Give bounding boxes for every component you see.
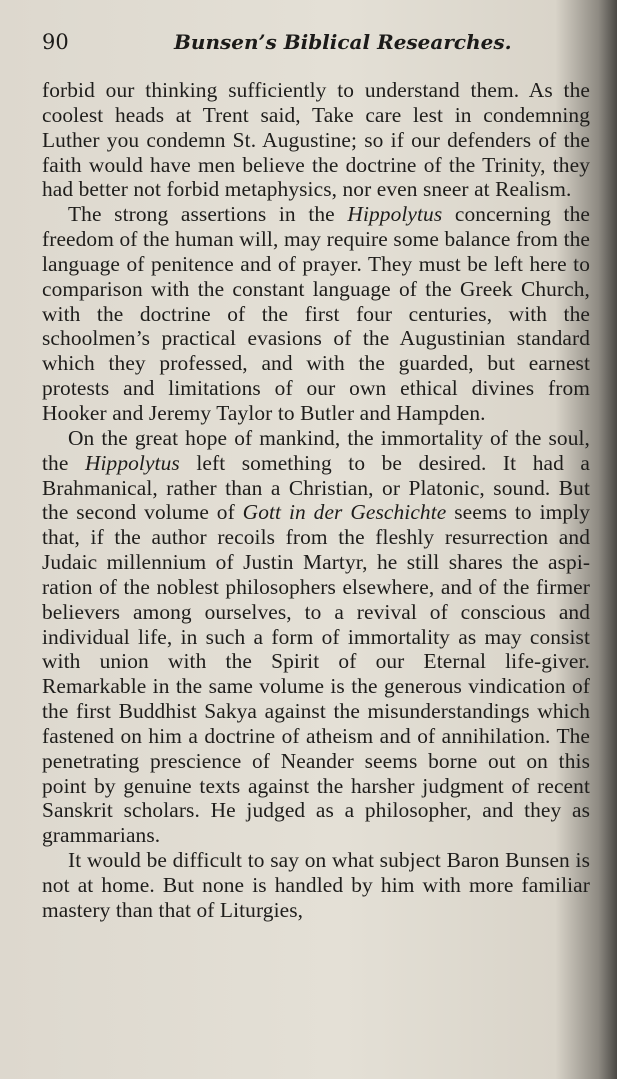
paragraph-3-text-b: left something to be desired. It had a Brahmanical, rather than a Christian, or Platonic, sound. But the second volume of <box>42 450 590 525</box>
paragraph-3-italic-title-2: Gott in der Geschichte <box>242 500 447 525</box>
running-title: Bunsen’s Biblical Researches. <box>174 30 512 54</box>
paragraph-2-italic-title: Hippolytus <box>347 202 443 227</box>
page-header <box>42 30 562 60</box>
paragraph-3-italic-title-1: Hippolytus <box>84 450 180 475</box>
body-text <box>42 78 590 923</box>
paragraph-4 <box>42 848 590 923</box>
page-number: 90 <box>42 30 69 54</box>
paragraph-4-text: It would be difficult to say on what subject Baron Bunsen is not at home. But none is handled by him with more familiar mastery than that of Liturgies, <box>42 848 590 922</box>
paragraph-3-text-c: seems to imply that, if the author recoils from the fleshly resurrection and Judaic millennium of Justin Martyr, he still shares the aspiration of the noblest philosophers elsewhere, and of the firmer believers among ourselves, to a revival of conscious and individual life, in such a form of immortality as may consist with union with the Spirit of our Eternal life-giver. Remarkable in the same volume is the generous vindication of the first Buddhist Sakya against the misunderstandings which fastened on him a doctrine of atheism and of annihilation. The penetrating prescience of Neander seems borne out on this point by genuine texts against the harsher judgment of recent Sanskrit scholars. He judged as a philosopher, and they as grammarians. <box>42 500 590 848</box>
paragraph-3 <box>42 426 590 848</box>
paragraph-3-text-a: On the great hope of mankind, the immortality of the soul, the <box>42 425 590 475</box>
paragraph-2-text-a: The strong assertions in the <box>68 202 348 227</box>
paragraph-1 <box>42 78 590 202</box>
paragraph-2 <box>42 202 590 426</box>
paragraph-1-text: forbid our thinking sufficiently to understand them. As the coolest heads at Trent said, Take care lest in condemning Luther you condemn St. Augustine; so if our defenders of the faith would have men believe the doctrine of the Trinity, they had better not forbid metaphysics, nor even sneer at Realism. <box>42 78 590 202</box>
paragraph-2-text-b: concerning the freedom of the human will, may require some balance from the language of penitence and of prayer. They must be left here to comparison with the constant language of the Greek Church, with the doctrine of the first four centuries, with the schoolmen’s practical evasions of the Augustinian standard which they professed, and with the guarded, but earnest protests and limitations of our own ethical divines from Hooker and Jeremy Taylor to Butler and Hampden. <box>42 202 590 425</box>
